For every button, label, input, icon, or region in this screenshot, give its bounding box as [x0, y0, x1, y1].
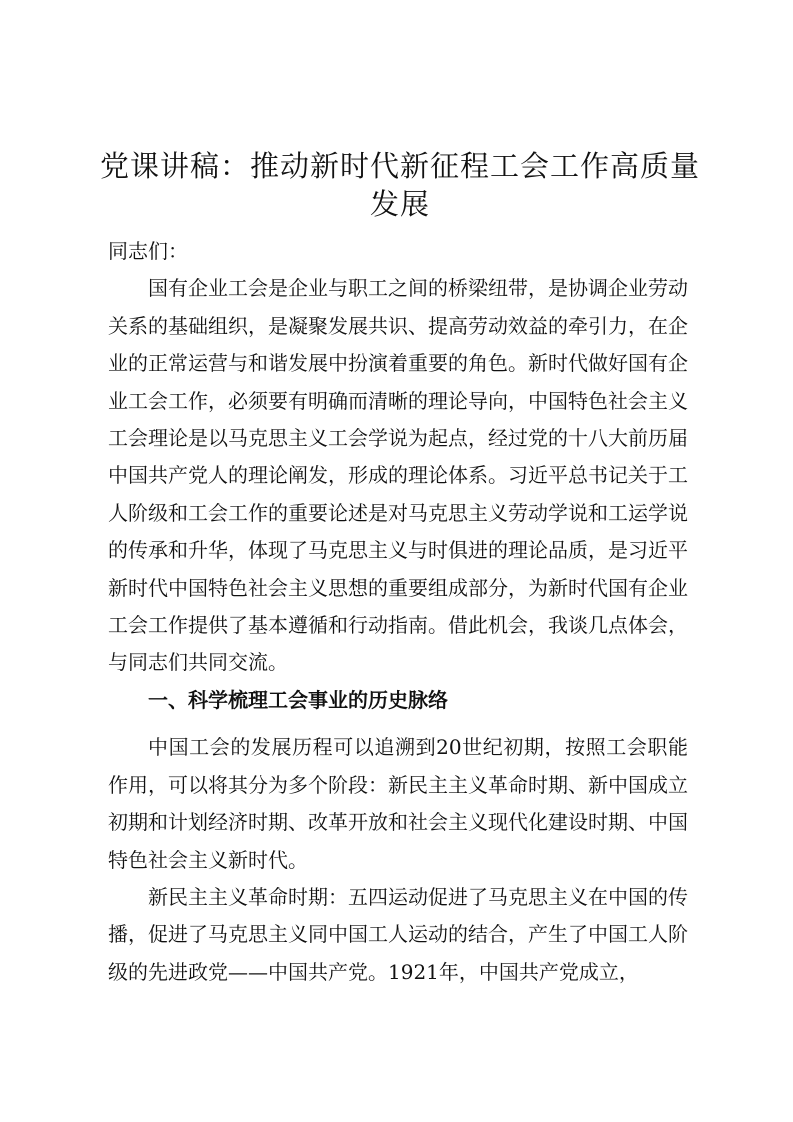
document-body: [108, 233, 688, 991]
section-1-paragraph-2: 新民主主义革命时期：五四运动促进了马克思主义在中国的传播，促进了马克思主义同中国工人运动的结合，产生了中国工人阶级的先进政党——中国共产党。1921年，中国共产党成立，: [108, 884, 688, 984]
salutation: 同志们：: [108, 239, 188, 263]
section-1-paragraph-1: 中国工会的发展历程可以追溯到20世纪初期，按照工会职能作用，可以将其分为多个阶段：新民主主义革命时期、新中国成立初期和计划经济时期、改革开放和社会主义现代化建设时期、中国特色社会主义新时代。: [108, 735, 688, 872]
document-title: 党课讲稿：推动新时代新征程工会工作高质量发展: [100, 149, 701, 221]
intro-paragraph: 国有企业工会是企业与职工之间的桥梁纽带，是协调企业劳动关系的基础组织，是凝聚发展共识、提高劳动效益的牵引力，在企业的正常运营与和谐发展中扮演着重要的角色。新时代做好国有企业工会工作，必须要有明确而清晰的理论导向，中国特色社会主义工会理论是以马克思主义工会学说为起点，经过党的十八大前历届中国共产党人的理论阐发，形成的理论体系。习近平总书记关于工人阶级和工会工作的重要论述是对马克思主义劳动学说和工运学说的传承和升华，体现了马克思主义与时俱进的理论品质，是习近平新时代中国特色社会主义思想的重要组成部分，为新时代国有企业工会工作提供了基本遵循和行动指南。借此机会，我谈几点体会，与同志们共同交流。: [108, 276, 688, 675]
section-heading-1: 一、科学梳理工会事业的历史脉络: [148, 687, 448, 712]
